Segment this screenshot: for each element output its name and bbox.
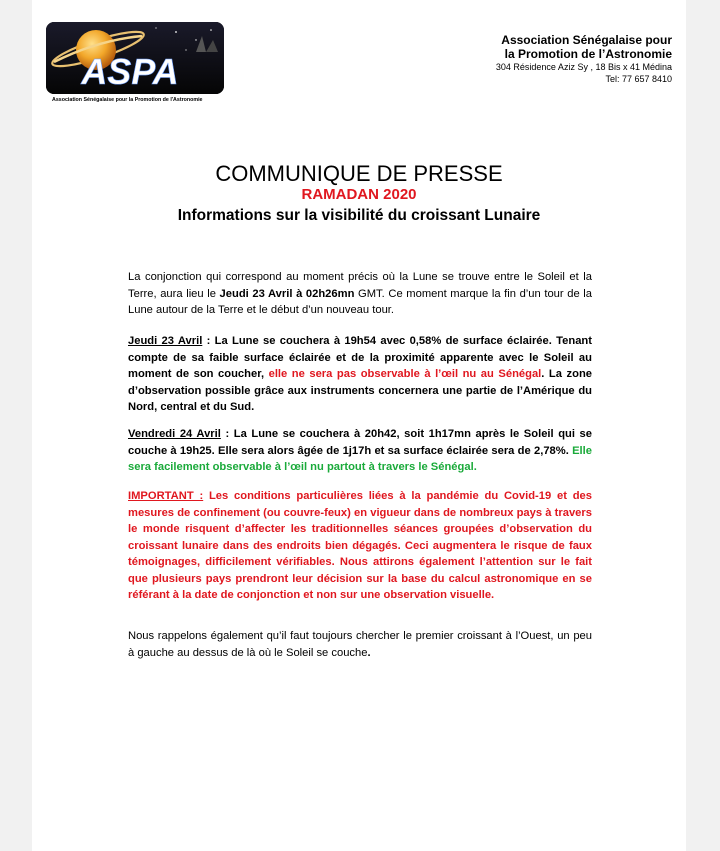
document-page <box>32 0 686 851</box>
vendredi-date: Vendredi 24 Avril <box>128 428 221 440</box>
closing-text: Nous rappelons également qu’il faut toujours chercher le premier croissant à l’Ouest, un peu à gauche au dessus de là où le Soleil se couche <box>128 630 592 659</box>
logo-text: ASPA <box>81 51 179 92</box>
page-title: COMMUNIQUE DE PRESSE <box>215 161 503 186</box>
intro-text-2: GMT. Ce moment marque la fin d’un tour de la Lune autour de la Terre et le début d’un nouveau tour. <box>128 287 592 316</box>
association-name-line1: Association Sénégalaise pour <box>501 33 672 47</box>
association-phone: Tel: 77 657 8410 <box>605 74 672 84</box>
conjunction-date: Jeudi 23 Avril à 02h26mn <box>219 287 355 300</box>
jeudi-text-1: : La Lune se couchera à 19h54 avec 0,58% de surface éclairée. Tenant compte de sa faible surface éclairée et de la proximité apparente avec le Soleil au moment de son coucher, <box>128 335 592 380</box>
jeudi-text-2: . La zone d’observation possible grâce aux instruments concernera une partie de l’Amérique du Nord, central et du Sud. <box>128 368 593 413</box>
jeudi-date: Jeudi 23 Avril <box>128 335 203 347</box>
important-paragraph <box>128 488 592 604</box>
vendredi-visibility: Elle sera facilement observable à l’œil nu partout à travers le Sénégal. <box>128 444 592 473</box>
aspa-logo <box>46 22 224 106</box>
page-subtitle: RAMADAN 2020 <box>301 186 417 203</box>
closing-period: . <box>367 646 371 659</box>
vendredi-text-1: : La Lune se couchera à 20h42, soit 1h17mn après le Soleil qui se couche à 19h25. Elle sera alors âgée de 1j17h et sa surface éclairée sera de 2,78%. <box>128 428 592 457</box>
jeudi-paragraph <box>128 333 592 416</box>
important-text: Les conditions particulières liées à la pandémie du Covid-19 et des mesures de confinement (ou couvre-feux) en vigueur dans de nombreux pays à travers le monde risquent d’affecter les traditionnelles séances groupées d’observation du croissant lunaire dans des endroits bien dégagés. Ceci augmentera le risque de faux témoignages, difficilement vérifiables. Nous attirons également l’attention sur le fait que plusieurs pays prendront leur décision sur la base du calcul astronomique en se référant à la date de conjonction et non sur une observation visuelle. <box>128 490 593 601</box>
logo-image <box>46 22 224 94</box>
vendredi-paragraph <box>128 426 592 476</box>
intro-text-1: La conjonction qui correspond au moment précis où la Lune se trouve entre le Soleil et la Terre, aura lieu le <box>128 271 592 300</box>
association-name-line2: la Promotion de l’Astronomie <box>504 47 672 61</box>
page-subject: Informations sur la visibilité du croissant Lunaire <box>177 207 541 224</box>
logo-caption: Association Sénégalaise pour la Promotion de l'Astronomie <box>52 97 203 103</box>
jeudi-warning: elle ne sera pas observable à l’œil nu au Sénégal <box>268 368 542 380</box>
intro-paragraph <box>128 269 592 319</box>
saturn-logo-icon <box>46 22 224 94</box>
association-address: 304 Résidence Aziz Sy , 18 Bis x 41 Médina <box>495 62 672 72</box>
association-block <box>496 33 672 85</box>
closing-paragraph <box>128 628 592 661</box>
important-label: IMPORTANT : <box>128 490 204 502</box>
